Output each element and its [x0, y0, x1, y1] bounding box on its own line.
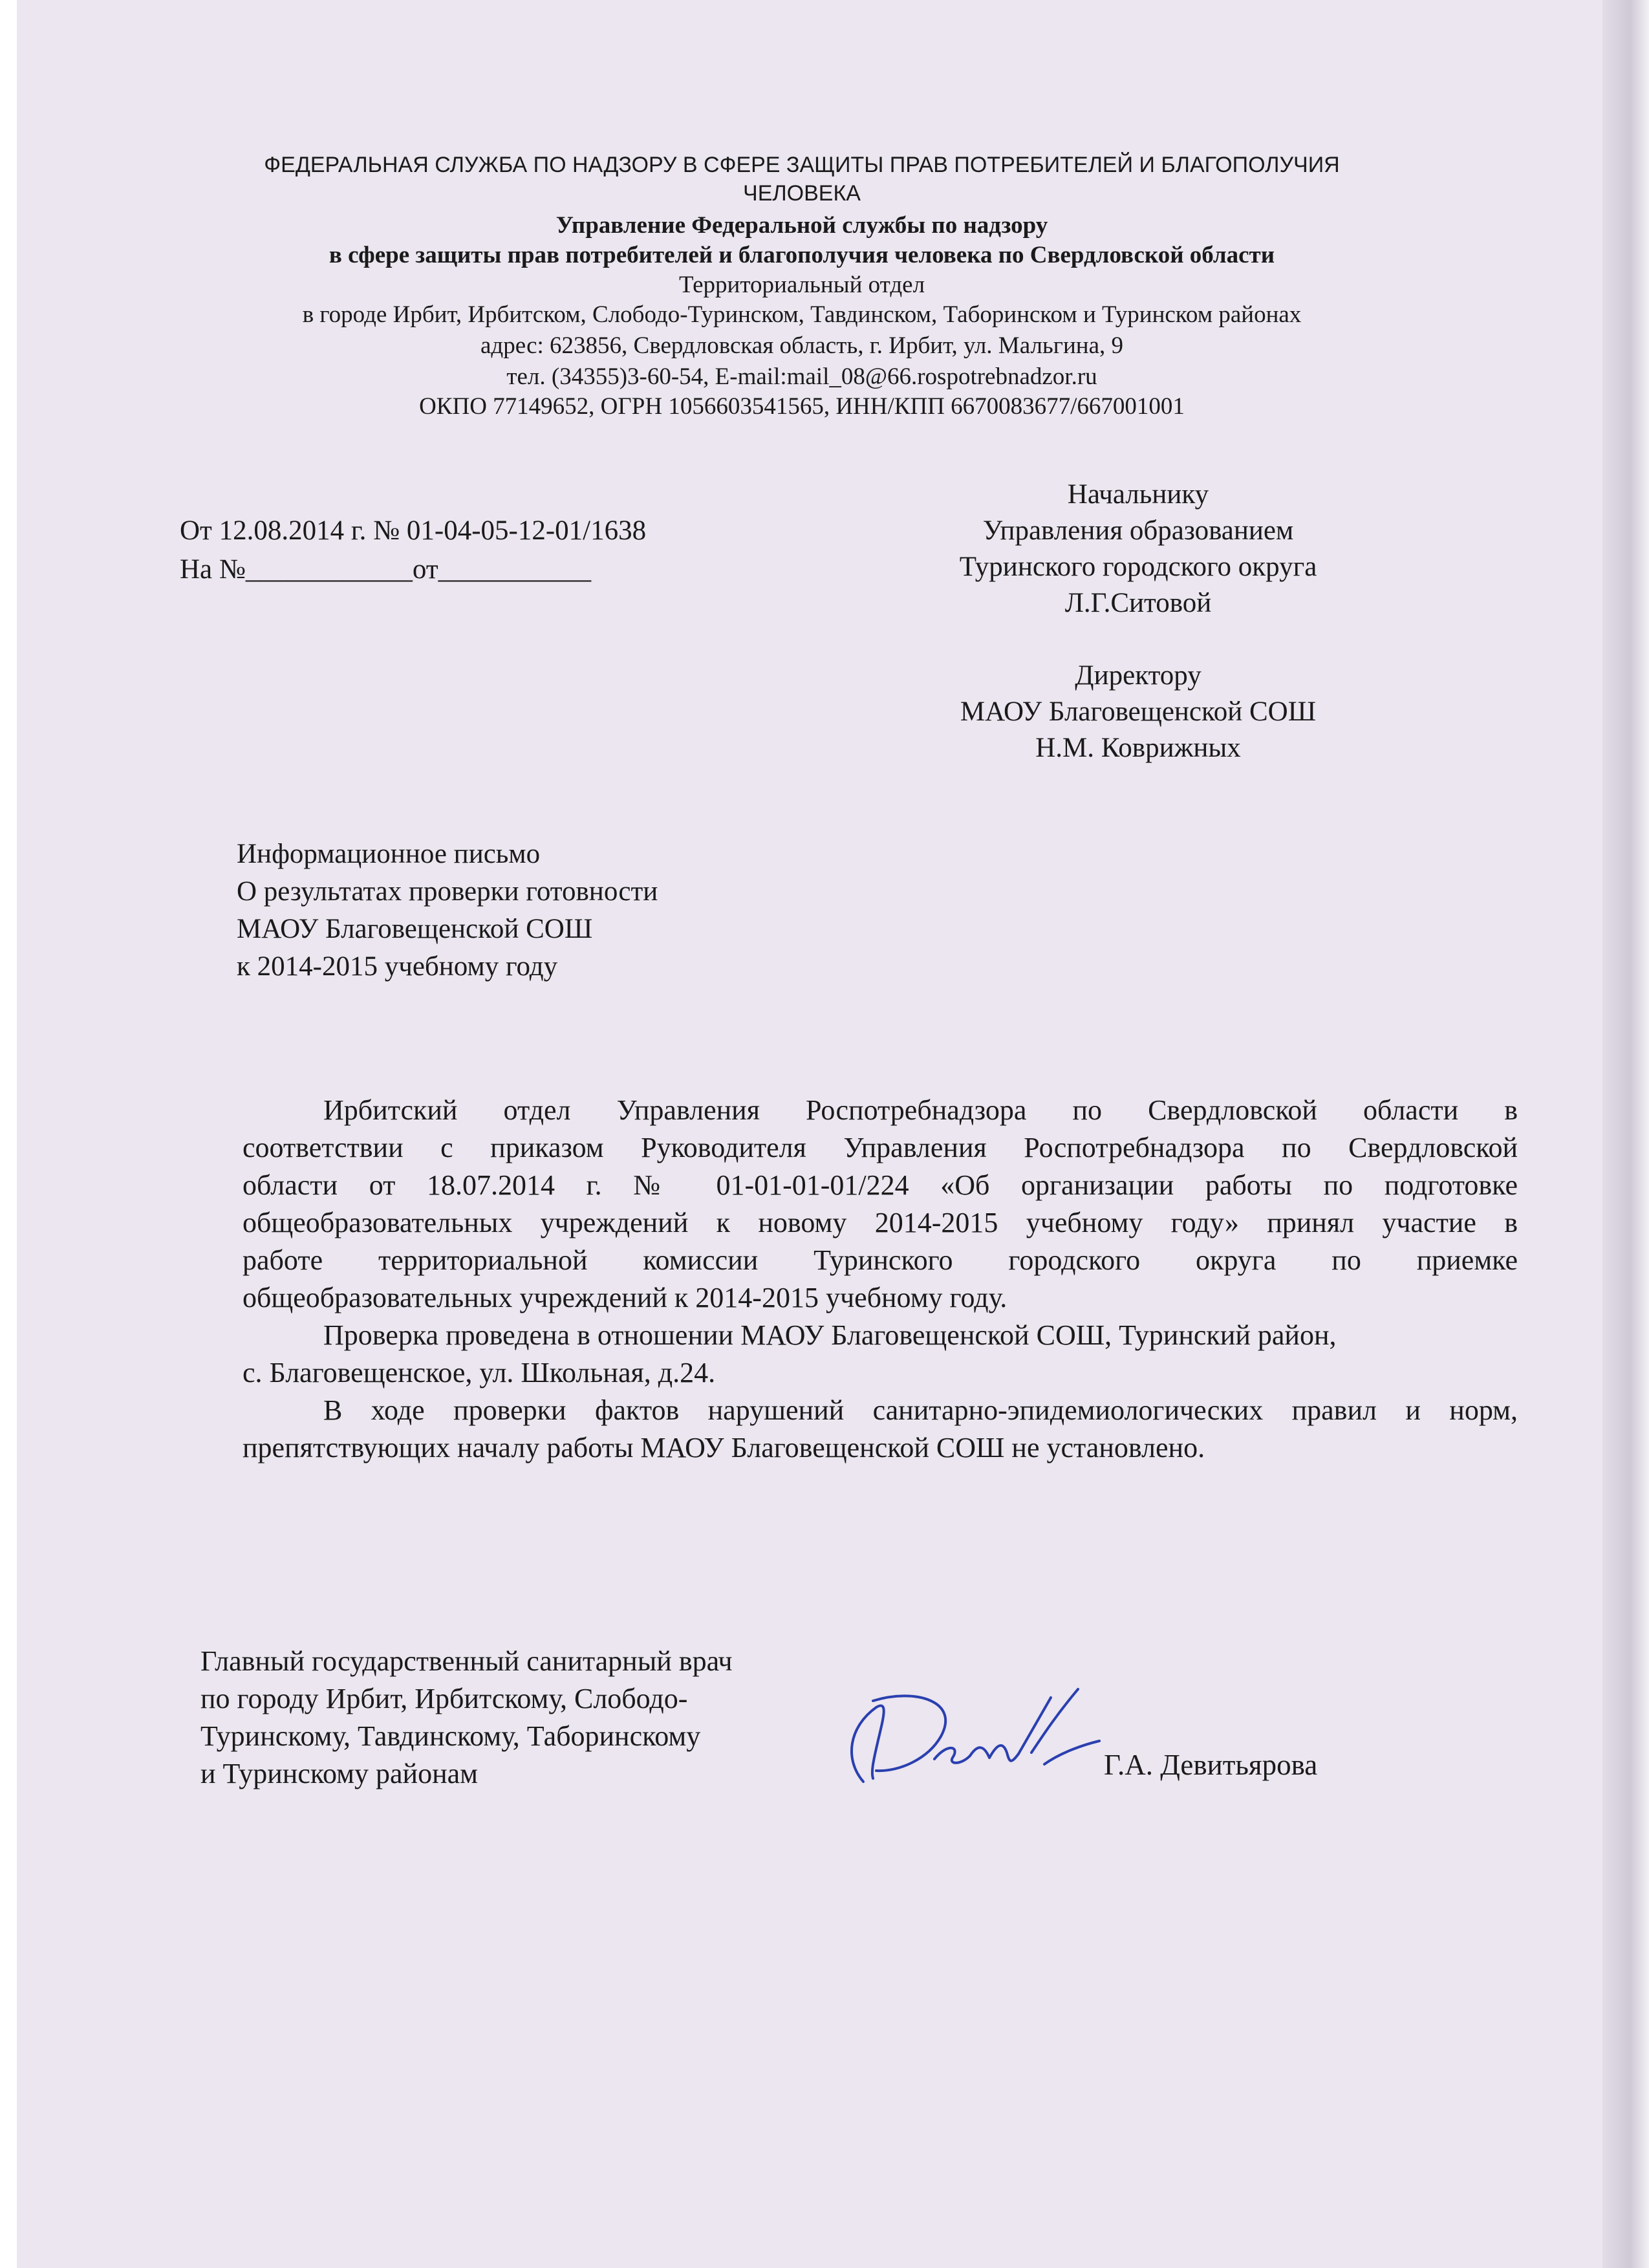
- body-line: В ходе проверки фактов нарушений санитарно-эпидемиологических правил и норм,: [323, 1394, 1518, 1426]
- body-paragraph-1: [242, 1092, 1518, 1317]
- letterhead-codes: ОКПО 77149652, ОГРН 1056603541565, ИНН/КПП 6670083677/667001001: [419, 393, 1185, 420]
- addressee-1-org-cont: Туринского городского округа: [959, 552, 1317, 582]
- addressee-1-title: Начальнику: [1067, 479, 1209, 510]
- letterhead-contacts: тел. (34355)3-60-54, E-mail:mail_08@66.rospotrebnadzor.ru: [506, 363, 1097, 390]
- handwritten-signature: [837, 1681, 1109, 1791]
- body-paragraph-2: [242, 1317, 1518, 1392]
- addressee-2-org: МАОУ Благовещенской СОШ: [960, 697, 1317, 727]
- subject-line: к 2014-2015 учебному году: [237, 951, 558, 982]
- body-line: препятствующих началу работы МАОУ Благовещенской СОШ не установлено.: [242, 1432, 1205, 1463]
- signatory-title-line: и Туринскому районам: [200, 1758, 478, 1789]
- subject-line: О результатах проверки готовности: [237, 876, 658, 907]
- letterhead-unit-area: в городе Ирбит, Ирбитском, Слободо-Туринском, Тавдинском, Таборинском и Туринском районах: [302, 301, 1302, 328]
- scan-margin-left: [0, 0, 17, 2268]
- body-line: с. Благовещенское, ул. Школьная, д.24.: [242, 1357, 716, 1388]
- letterhead-agency-cont: ЧЕЛОВЕКА: [743, 181, 861, 206]
- letterhead-unit: Территориальный отдел: [678, 272, 925, 298]
- signatory-title-line: Главный государственный санитарный врач: [200, 1645, 733, 1677]
- letterhead-department: Управление Федеральной службы по надзору: [555, 212, 1048, 239]
- signatory-name: Г.А. Девитьярова: [1104, 1749, 1318, 1781]
- body-line: Ирбитский отдел Управления Роспотребнадзора по Свердловской области в: [323, 1094, 1518, 1126]
- scan-margin-right: [1602, 0, 1649, 2268]
- body-line: работе территориальной комиссии Туринского городского округа по приемке: [242, 1244, 1518, 1276]
- addressee-1-name: Л.Г.Ситовой: [1064, 588, 1212, 618]
- signatory-title-line: Туринскому, Тавдинскому, Таборинскому: [200, 1720, 701, 1752]
- letterhead-address: адрес: 623856, Свердловская область, г. Ирбит, ул. Мальгина, 9: [480, 332, 1123, 359]
- signatory-title-line: по городу Ирбит, Ирбитскому, Слободо-: [200, 1683, 688, 1714]
- addressee-2-name: Н.М. Коврижных: [1035, 733, 1241, 763]
- letterhead-agency: ФЕДЕРАЛЬНАЯ СЛУЖБА ПО НАДЗОРУ В СФЕРЕ ЗАЩИТЫ ПРАВ ПОТРЕБИТЕЛЕЙ И БЛАГОПОЛУЧИЯ: [264, 153, 1340, 177]
- letterhead-department-cont: в сфере защиты прав потребителей и благополучия человека по Свердловской области: [329, 242, 1275, 268]
- outgoing-reference: От 12.08.2014 г. № 01-04-05-12-01/1638: [180, 515, 647, 546]
- addressee-1-org: Управления образованием: [982, 515, 1294, 546]
- addressee-2-title: Директору: [1075, 660, 1202, 691]
- subject-line: МАОУ Благовещенской СОШ: [237, 914, 593, 944]
- incoming-reference: На №____________от___________: [180, 554, 592, 585]
- body-line: соответствии с приказом Руководителя Управления Роспотребнадзора по Свердловской: [242, 1132, 1518, 1163]
- body-line: общеобразовательных учреждений к 2014-2015 учебному году.: [242, 1282, 1008, 1313]
- subject-line: Информационное письмо: [237, 839, 541, 869]
- body-paragraph-3: [242, 1392, 1518, 1467]
- body-line: области от 18.07.2014 г. № 01-01-01-01/224 «Об организации работы по подготовке: [242, 1169, 1518, 1201]
- body-line: общеобразовательных учреждений к новому 2014-2015 учебному году» принял участие в: [242, 1207, 1518, 1238]
- body-line: Проверка проведена в отношении МАОУ Благовещенской СОШ, Туринский район,: [323, 1319, 1337, 1351]
- signatory-title: [200, 1643, 733, 1793]
